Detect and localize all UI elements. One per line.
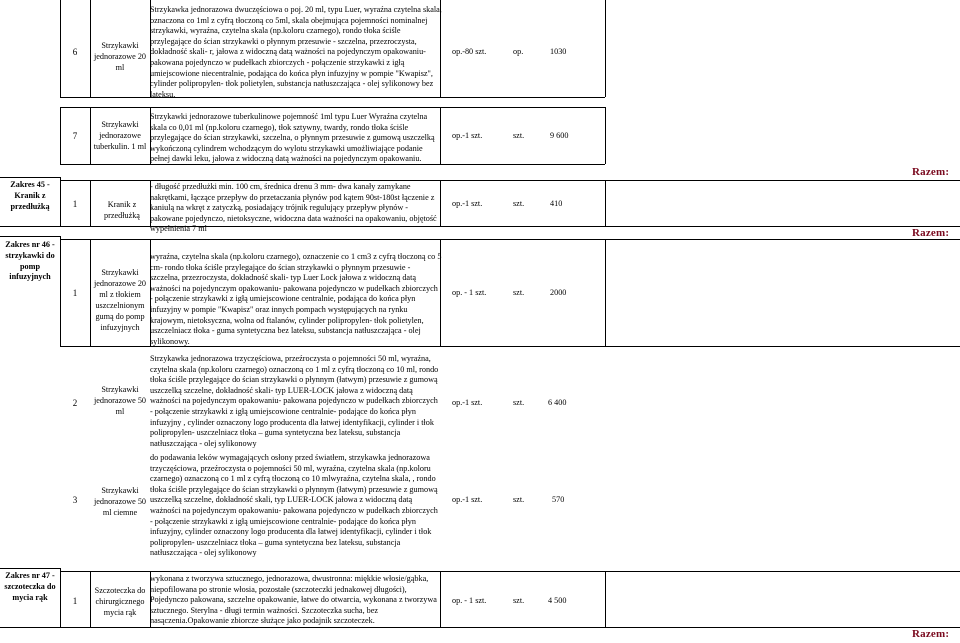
amount: 4 500 [548,596,567,605]
row-number: 1 [72,596,78,606]
product-description: Strzykawki jednorazowe tuberkulinowe pojemność 1ml typu Luer Wyraźna czytelna skala co 0,01 ml (np.koloru czarnego), tłok sztywny, twardy, rondo tłoka ściśle przylegające do ścian strzykawki, szczelna, o płynnym przesuwie z gumową uszczelką wykończoną cylindrem wchodzącym do wylotu strzykawki umożliwiające podanie pełnej dawki leku, jałowa z widoczną datą ważności na pojedynczym opakowaniu. [150,112,435,164]
product-name: Strzykawki jednorazowe tuberkulin. 1 ml [93,120,147,151]
unit: szt. [513,199,525,208]
rule [90,0,91,97]
rule [90,239,91,346]
product-name: Strzykawki jednorazowe 50 ml ciemne [93,486,147,517]
product-description: Strzykawka jednorazowa trzyczęściowa, przeźroczysta o pojemności 50 ml, wyraźna, czytelna skala (np.koloru czarnego) oznaczoną co 1 ml z cyfrą tłoczoną co 10 ml, rondo tłoka ściśle przylegające do ścian strzykawki o płynnym (łatwym) przesuwie z gumową uszczelką szczelne, dokładność skali- typ LUER-LOCK jałowa z widoczną datą ważności na pojedynczym opakowaniu- pakowana pojedynczo w pudełkach zbiorczych - połączenie strzykawki z igłą umiejscowione centralnie- podające do końca płyn infuzyjny , cylinder oznaczony logo producenta dla łatwej identyfikacji, cylinder i tłok polipropylen- uszczelniacz tłoka – guma syntetyczna bez lateksu, substancja natłuszczająca - olej sylikonowy [150,354,439,448]
unit: szt. [513,596,525,605]
product-description: wykonana z tworzywa sztucznego, jednorazowa, dwustronna: miękkie włosie/gąbka, niepofilowana po stronie włosia, pozostałe (szczoteczki jednakowej długości), Pojedynczo pakowana, szczelne opakowanie, łatwe do otwarcia, wykonana z tworzywa sztucznego. Sterylna - długi termin ważności. Szczoteczka sucha, bez nasączenia.Opakowanie zbiorcze służące jako podajnik szczoteczek. [150,574,437,626]
section-title: Zakres 45 - Kranik z przedłużką [10,180,50,211]
rule [90,571,91,627]
package-quantity: op.-1 szt. [452,131,483,140]
product-name: Szczoteczka do chirurgicznego mycia rąk [94,586,146,617]
package-quantity: op. - 1 szt. [452,596,487,605]
section-title: Zakres nr 46 - strzykawki do pomp infuzyjnych [5,240,55,282]
product-name: Kranik z przedłużką [104,200,140,220]
row-number: 2 [72,398,78,408]
rule [0,177,60,178]
row-number: 6 [72,47,78,57]
rule [60,177,61,226]
amount: 2000 [550,288,567,297]
total-label: Razem: [912,166,950,178]
unit: szt. [513,288,525,297]
rule [0,568,60,569]
package-quantity: op.-1 szt. [452,199,483,208]
unit: szt. [513,398,525,407]
product-description: do podawania leków wymagających osłony przed światłem, strzykawka jednorazowa trzyczęściowa, przeźroczysta o pojemności 50 ml, wyraźna, czytelna skala (np.koloru czarnego) oznaczoną co 1 ml z cyfrą tłoczoną co 10 mlwyraźna, czytelna skala, , rondo tłoka ściśle przylegające do ścian strzykawki o płynnym (łatwym) przesuwie z gumową uszczelką szczelne, dokładność skali, typ LUER-LOCK jałowa z widoczną datą ważności na pojedynczym opakowaniu- pakowana pojedynczo w pudełkach zbiorczych - połączenie strzykawki z igłą umiejscowione centralnie- podające do końca płyn infuzyjny, cylinder oznaczony logo producenta dla łatwej identyfikacji, cylinder i tłok polipropylen- uszczelniacz tłoka – guma syntetyczna bez lateksu, substancja natłuszczająca - olej sylikonowy [150,453,438,558]
rule [60,107,605,108]
product-name: Strzykawki jednorazowe 20 ml [93,41,147,72]
rule [605,571,606,627]
total-label: Razem: [912,227,950,239]
amount: 410 [550,199,563,208]
package-quantity: op. - 1 szt. [452,288,487,297]
rule [60,236,61,346]
product-name: Strzykawki jednorazowe 20 ml z tłokiem uszczelnionym gumą do pomp infuzyjnych [93,268,147,332]
rule [605,180,606,226]
product-description: wyraźna, czytelna skala (np.koloru czarnego), oznaczenie co 1 cm3 z cyfrą tłoczoną co 5 cm- rondo tłoka ściśle przylegające do ścian strzykawki o płynnym przesuwie - szczelna, przezroczysta, dokładność skali- typ Luer Lock jałowa z widoczną datą ważności na pojedynczym opakowaniu- pakowana pojedynczo w pudełkach zbiorczych - połączenie strzykawki z igłą umiejscowione centralnie, podająca do końca płyn infuzyjny w pompie "Kwapisz" oraz innych pompach występujących na rynku krajowym, nietoksyczna, wolna od ftalanów, cylinder polipropylen- tłok polietylen, uszczelniacz tłoka - guma syntetyczna bez lateksu, substancja natłuszczająca - olej sylikonowy. [150,252,442,346]
amount: 9 600 [550,131,569,140]
rule [0,627,960,628]
rule [0,236,60,237]
rule [60,568,61,627]
row-number: 3 [72,495,78,505]
total-label: Razem: [912,628,950,640]
product-description: Strzykawka jednorazowa dwuczęściowa o poj. 20 ml, typu Luer, wyraźna czytelna skala, oznaczona co 1ml z cyfrą tłoczoną co 5ml, skala obejmująca pojemności nominalnej strzykawki, wyraźna, czytelna skala (np.koloru czarnego), rondo tłoka ściśle przylegające do ścian strzykawki o płynnym przesuwie - szczelna, przezroczysta, dokładność skali- r, jałowa z widoczną datą ważności na pojedynczym opakowaniu- pakowana pojedynczo w pudełkach zbiorczych - połączenie strzykawki z igłą umiejscowione niecentralnie, podająca do końca płyn infuzyjny w pompie "Kwapisz", cylinder polipropylen- tłok polietylen, substancja natłuszczająca - olej sylikonowy bez lateksu. [150,5,442,99]
rule [90,180,91,226]
row-number: 1 [72,288,78,298]
package-quantity: op.-80 szt. [452,47,487,56]
package-quantity: op.-1 szt. [452,398,483,407]
rule [60,571,960,572]
section-title: Zakres nr 47 - szczoteczka do mycia rąk [4,571,56,602]
rule [605,107,606,164]
rule [60,0,61,97]
unit: szt. [513,495,525,504]
rule [60,180,960,181]
product-name: Strzykawki jednorazowe 50 ml [93,385,147,416]
unit: op. [513,47,524,56]
rule [90,107,91,164]
row-number: 7 [72,131,78,141]
package-quantity: op.-1 szt. [452,495,483,504]
rule [605,0,606,97]
rule [605,239,606,346]
rule [60,107,61,164]
row-number: 1 [72,199,78,209]
rule [60,239,960,240]
rule [0,226,960,227]
unit: szt. [513,131,525,140]
amount: 1030 [550,47,567,56]
amount: 6 400 [548,398,567,407]
product-description: - długość przedłużki min. 100 cm, średnica drenu 3 mm- dwa kanały zamykane nakrętkami, łączące przepływ do przetaczania płynów pod kątem 90st-180st łączenie z kaniulą na wkręt z zatyczką, posiadający trójnik regulujący przepływ płynów - pakowane pojedynczo, nietoksyczne, widoczna data ważności na opakowaniu, objętość wypełnienia 7 ml [150,182,437,234]
amount: 570 [552,495,565,504]
